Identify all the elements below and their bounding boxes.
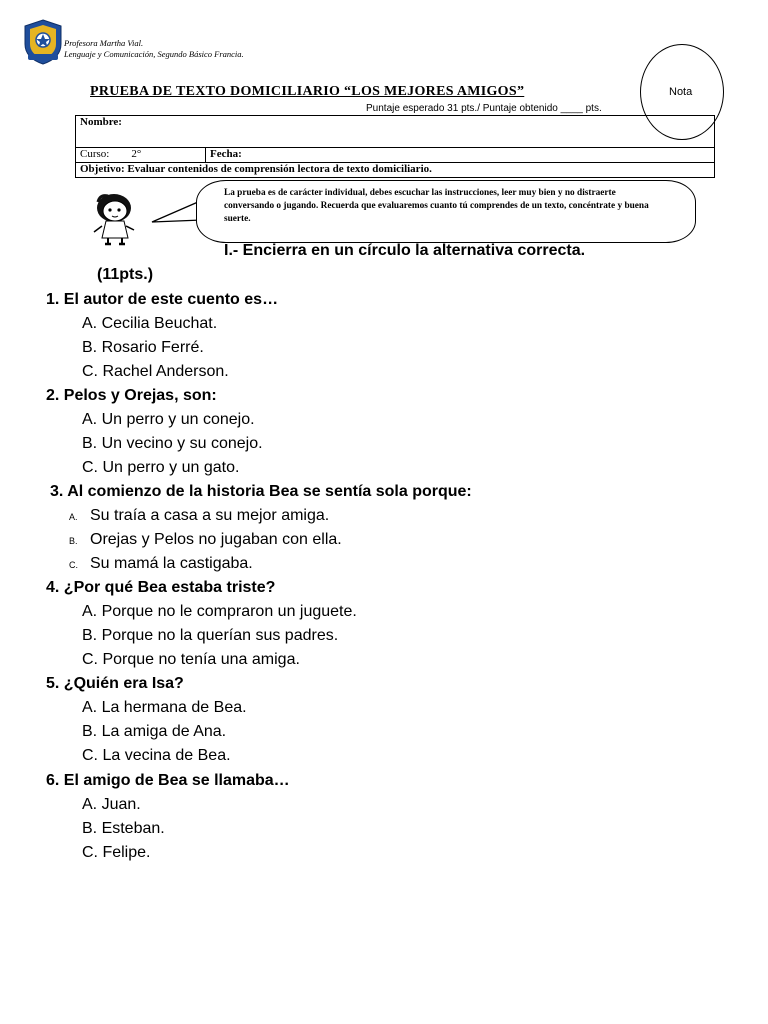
q1-option-a[interactable]: A. Cecilia Beuchat. (82, 315, 218, 332)
nombre-cell[interactable] (76, 116, 715, 148)
q2-option-b[interactable]: B. Un vecino y su conejo. (82, 435, 263, 452)
section-points: (11pts.) (97, 266, 154, 283)
q6-option-a[interactable]: A. Juan. (82, 796, 141, 813)
q3-option-a[interactable]: Su traía a casa a su mejor amiga. (90, 507, 330, 524)
question-4: 4. ¿Por qué Bea estaba triste? (46, 579, 276, 596)
q3-letter-a: A. (69, 512, 78, 522)
q5-option-b[interactable]: B. La amiga de Ana. (82, 723, 227, 740)
teacher-info (64, 38, 244, 60)
curso-value: 2° (131, 148, 142, 160)
section-heading: I.- Encierra en un círculo la alternativa correcta. (224, 242, 586, 259)
student-info-table (75, 115, 715, 178)
q6-option-c[interactable]: C. Felipe. (82, 844, 151, 861)
curso-cell[interactable] (76, 148, 206, 163)
q2-option-c[interactable]: C. Un perro y un gato. (82, 459, 240, 476)
q4-option-c[interactable]: C. Porque no tenía una amiga. (82, 651, 300, 668)
score-line: Puntaje esperado 31 pts./ Puntaje obtenido ____ pts. (366, 103, 602, 114)
question-3: 3. Al comienzo de la historia Bea se sentía sola porque: (50, 483, 472, 500)
q3-option-b[interactable]: Orejas y Pelos no jugaban con ella. (90, 531, 342, 548)
teacher-subject: Lenguaje y Comunicación, Segundo Básico Francia. (64, 49, 244, 59)
q6-option-b[interactable]: B. Esteban. (82, 820, 165, 837)
instructions-text: La prueba es de carácter individual, debes escuchar las instrucciones, leer muy bien y no distraerte conversando o jugando. Recuerda que evaluaremos cuanto tú comprendes de un texto, concéntrate y buena suerte. (224, 188, 649, 224)
q4-option-b[interactable]: B. Porque no la querían sus padres. (82, 627, 339, 644)
mafalda-illustration (88, 190, 148, 246)
q3-letter-b: B. (69, 536, 78, 546)
q2-option-a[interactable]: A. Un perro y un conejo. (82, 411, 255, 428)
nombre-label: Nombre: (80, 116, 122, 128)
school-logo (22, 18, 64, 66)
objetivo-label: Objetivo: (80, 163, 125, 175)
question-2: 2. Pelos y Orejas, son: (46, 387, 217, 404)
q3-letter-c: C. (69, 560, 78, 570)
question-1: 1. El autor de este cuento es… (46, 291, 279, 308)
question-6: 6. El amigo de Bea se llamaba… (46, 772, 290, 789)
q4-option-a[interactable]: A. Porque no le compraron un juguete. (82, 603, 357, 620)
q1-option-b[interactable]: B. Rosario Ferré. (82, 339, 204, 356)
teacher-name: Profesora Martha Vial. (64, 38, 144, 48)
q1-option-c[interactable]: C. Rachel Anderson. (82, 363, 229, 380)
page-title: PRUEBA DE TEXTO DOMICILIARIO “LOS MEJORES AMIGOS” (90, 84, 525, 99)
fecha-cell[interactable] (206, 148, 715, 163)
objetivo-text: Evaluar contenidos de comprensión lectora de texto domiciliario. (127, 163, 432, 175)
fecha-label: Fecha: (210, 148, 242, 160)
question-5: 5. ¿Quién era Isa? (46, 675, 184, 692)
q5-option-c[interactable]: C. La vecina de Bea. (82, 747, 231, 764)
q5-option-a[interactable]: A. La hermana de Bea. (82, 699, 247, 716)
q3-option-c[interactable]: Su mamá la castigaba. (90, 555, 253, 572)
curso-label: Curso: (80, 148, 110, 160)
objetivo-cell (76, 163, 715, 178)
grade-label: Nota (669, 86, 693, 98)
